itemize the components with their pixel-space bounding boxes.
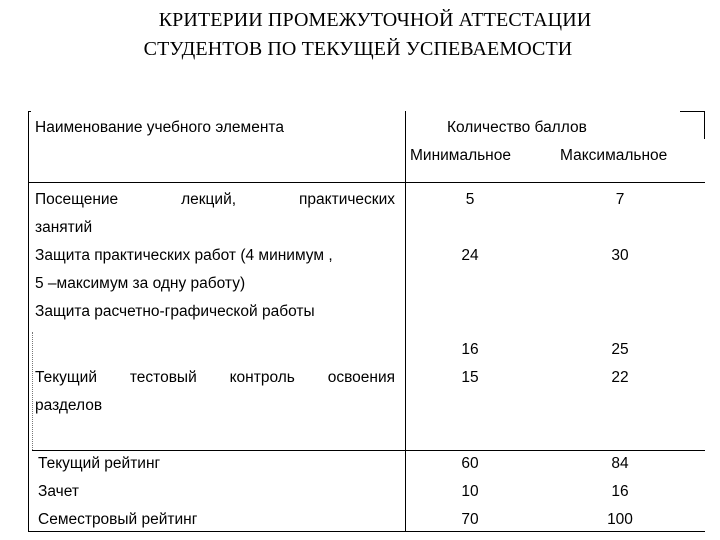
row-lectures-min: 5 [465,191,475,208]
row-test-min: 15 [461,369,479,386]
row-lectures-word-2: лекций, [181,191,237,208]
header-bottom-border [28,182,705,183]
header-max: Максимальное [560,147,668,164]
row-lectures-word-1: Посещение [35,191,119,208]
row-lectures-label-line-1 [35,186,395,214]
row-lectures-word-3: практических [299,191,395,208]
title-line-1: КРИТЕРИИ ПРОМЕЖУТОЧНОЙ АТТЕСТАЦИИ [158,9,592,31]
row-exam-max: 16 [611,483,629,500]
row-exam-min: 10 [461,483,479,500]
row-graphic-label: Защита расчетно-графической работы [35,303,315,320]
row-semester-label: Семестровый рейтинг [38,511,198,528]
row-practical-max: 30 [611,247,629,264]
row-exam-label: Зачет [38,483,79,500]
header-points: Количество баллов [447,119,587,136]
title-line-2: СТУДЕНТОВ ПО ТЕКУЩЕЙ УСПЕВАЕМОСТИ [143,38,573,60]
row-test-label-line-1: Текущий тестовый контроль освоения [35,369,395,386]
table-column-divider-lower [32,332,34,450]
row-practical-label-line-2: 5 –максимум за одну работу) [35,275,246,292]
row-current-label: Текущий рейтинг [38,455,161,472]
row-lectures-max: 7 [615,191,625,208]
row-lectures-label-line-2: занятий [35,219,93,236]
row-semester-min: 70 [461,511,479,528]
row-semester-max: 100 [607,511,633,528]
table-left-border [28,111,29,532]
row-practical-label-line-1: Защита практических работ (4 минимум , [35,247,333,264]
table-top-border-right [680,111,704,112]
row-graphic-min: 16 [461,341,479,358]
row-current-max: 84 [611,455,629,472]
row-graphic-max: 25 [611,341,629,358]
row-test-label-line-2: разделов [35,397,103,414]
table-column-divider [405,111,406,532]
row-test-max: 22 [611,369,629,386]
header-element-name: Наименование учебного элемента [35,119,284,136]
row-practical-min: 24 [461,247,479,264]
table-right-border [704,111,705,139]
header-min: Минимальное [410,147,511,164]
row-current-min: 60 [461,455,479,472]
